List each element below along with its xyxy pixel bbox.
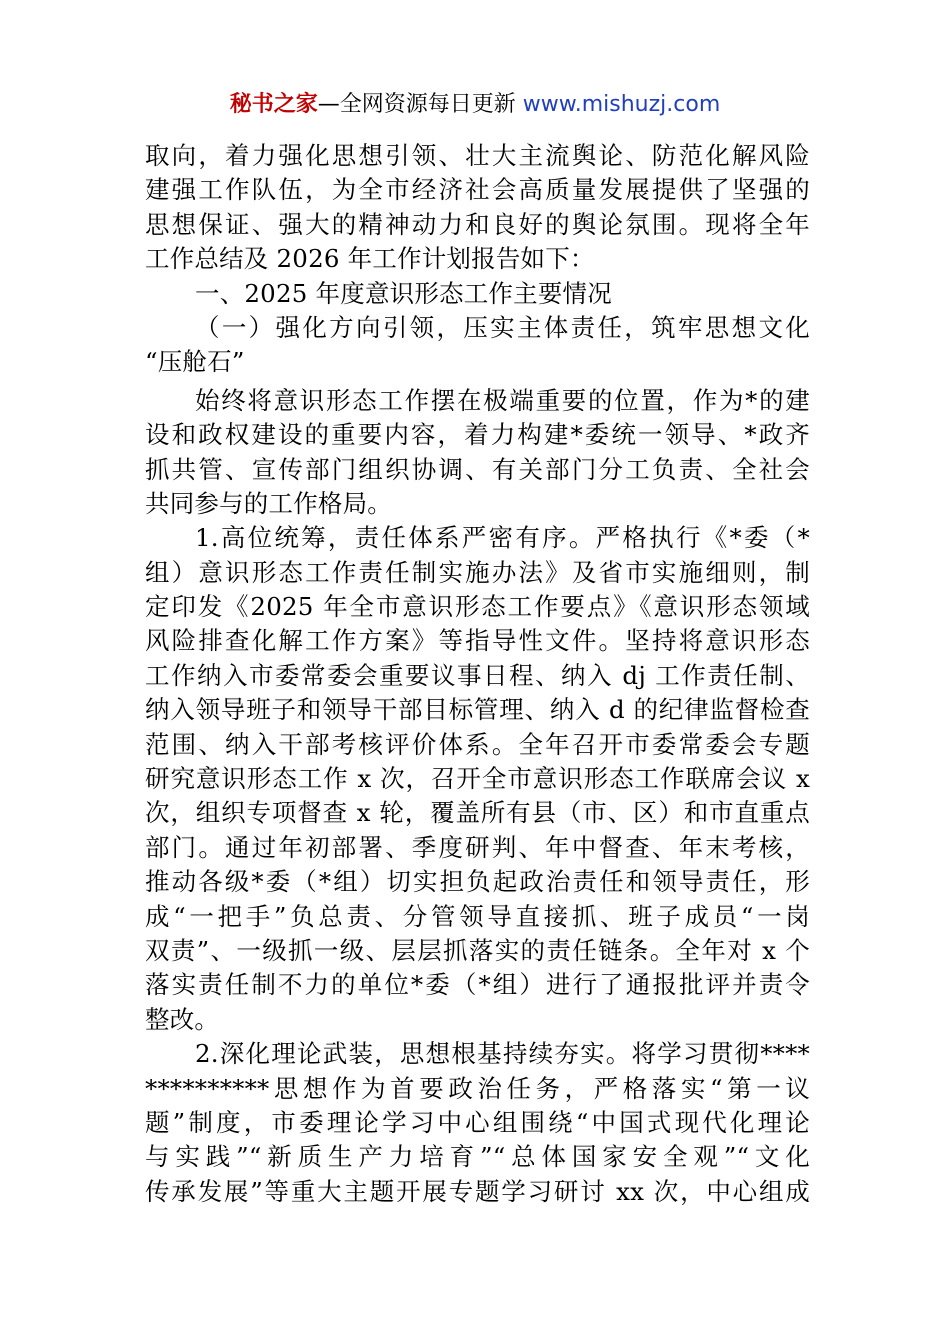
text-line: 范围、纳入干部考核评价体系。全年召开市委常委会专题 [145,729,810,759]
text-line: 建强工作队伍，为全市经济社会高质量发展提供了坚强的 [145,175,810,205]
text-line: 与实践”“新质生产力培育”“总体国家安全观”“文化 [145,1142,810,1172]
text-line: 始终将意识形态工作摆在极端重要的位置，作为*的建 [195,385,810,415]
text-line: 传承发展”等重大主题开展专题学习研讨 xx 次，中心组成 [145,1176,810,1206]
text-line: 研究意识形态工作 x 次，召开全市意识形态工作联席会议 x [145,764,810,794]
text-line: 思想保证、强大的精神动力和良好的舆论氛围。现将全年 [145,209,810,239]
text-line: 整改。 [145,1004,220,1034]
text-line: 2.深化理论武装，思想根基持续夯实。将学习贯彻**** [195,1039,810,1069]
text-line: 次，组织专项督查 x 轮，覆盖所有县（市、区）和市直重点 [145,798,810,828]
header-tagline: —全网资源每日更新 [317,92,516,117]
section-heading: 一、2025 年度意识形态工作主要情况 [195,278,612,308]
header-site-url[interactable]: www.mishuzj.com [522,92,721,117]
text-line: 组）意识形态工作责任制实施办法》及省市实施细则，制 [145,557,810,587]
text-line: 部门。通过年初部署、季度研判、年中督查、年末考核， [145,832,810,862]
text-line: 设和政权建设的重要内容，着力构建*委统一领导、*政齐 [145,420,810,450]
header-brand: 秘书之家 [229,92,318,117]
text-line: 双责”、一级抓一级、层层抓落实的责任链条。全年对 x 个 [145,935,810,965]
page-header [0,88,950,122]
text-line: 推动各级*委（*组）切实担负起政治责任和领导责任，形 [145,867,810,897]
text-line: 定印发《2025 年全市意识形态工作要点》《意识形态领域 [145,592,810,622]
text-line: 工作总结及 2026 年工作计划报告如下： [145,244,595,274]
text-line: 取向，着力强化思想引领、壮大主流舆论、防范化解风险 [145,141,810,170]
text-line: 1.高位统筹，责任体系严密有序。严格执行《*委（* [195,523,810,553]
text-line: 题”制度，市委理论学习中心组围绕“中国式现代化理论 [145,1107,810,1137]
text-line: 共同参与的工作格局。 [145,488,392,518]
subsection-heading: “压舱石” [145,347,245,377]
text-line: 落实责任制不力的单位*委（*组）进行了通报批评并责令 [145,970,810,1000]
text-line: 工作纳入市委常委会重要议事日程、纳入 dj 工作责任制、 [145,660,810,690]
document-body [145,139,810,1209]
text-line: 抓共管、宣传部门组织协调、有关部门分工负责、全社会 [145,454,810,484]
text-line: 风险排查化解工作方案》等指导性文件。坚持将意识形态 [145,626,810,656]
text-line: 纳入领导班子和领导干部目标管理、纳入 d 的纪律监督检查 [145,695,810,725]
text-line: **********思想作为首要政治任务，严格落实“第一议 [145,1073,810,1103]
text-line: 成“一把手”负总责、分管领导直接抓、班子成员“一岗 [145,901,810,931]
subsection-heading: （一）强化方向引领，压实主体责任，筑牢思想文化 [195,312,810,342]
